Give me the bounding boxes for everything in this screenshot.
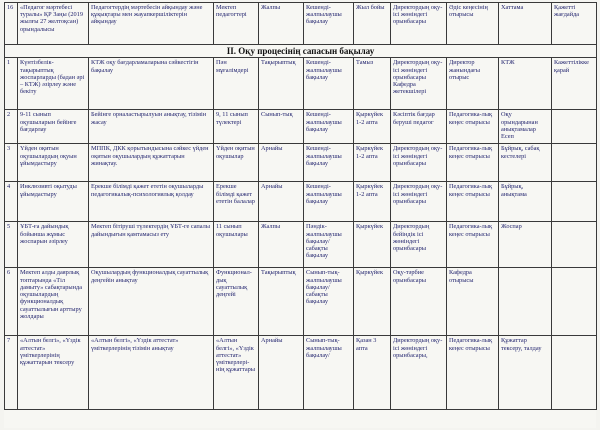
control-result: Жоспар [499,222,552,268]
control-method: Кешенді-жалпылаушы бақылау [304,58,354,110]
control-title: «Алтын белгі», «Үздік аттестат» үміткерлерінің құжаттарын тексеру [18,336,89,410]
control-goal: Бейінге орналастырылуын анықтау, тізімін жасау [89,110,214,144]
control-period: Қыркүйек [354,268,391,336]
control-responsible: Директордың оқу-ісі жөніндегі орынбасары [391,182,447,222]
control-responsible: Оқу-тәрбие орынбасары [391,268,447,336]
control-title: Күнтізбелік-тақырыптық жоспарларды (бадан әрі – КТЖ) әзірлеу және бекіту [18,58,89,110]
section-header-row [5,45,597,58]
control-object: Пән мұғалімдері [214,58,259,110]
control-title: ҰБТ-ға дайындық бойынша жұмыс жоспарын әзірлеу [18,222,89,268]
row-number: 1 [5,58,18,110]
control-result: Хаттама [499,3,552,45]
control-method: Кешенді-жалпылаушы бақылау [304,182,354,222]
control-method: Пәндік-жалпылаушы бақылау/ сабақты бақылау [304,222,354,268]
table-row [5,144,597,182]
control-type: Арнайы [259,336,304,410]
control-period: Қыркүйек 1-2 апта [354,110,391,144]
control-result: Оқу орындарынан анықтамалар Есеп [499,110,552,144]
row-number: 4 [5,182,18,222]
control-type: Сынып-тық [259,110,304,144]
row-number: 6 [5,268,18,336]
control-note [552,182,597,222]
control-review: Педагогика-лық кеңес отырысы [447,144,499,182]
control-review: Педагогика-лық кеңес отырысы [447,110,499,144]
control-review: Педагогика-лық кеңес отырысы [447,336,499,410]
control-responsible: Директордың оқу-ісі жөніндегі орынбасары Кафедра жетекшілері [391,58,447,110]
control-title: 9-11 сынып оқушыларын бейінге бағдарлау [18,110,89,144]
control-period: Қыркүйек 1-2 апта [354,144,391,182]
control-type: Жалпы [259,222,304,268]
control-goal: Мектеп бітіруші түлектердің ҰБТ-ге сапалы дайындығын қамтамасыз ету [89,222,214,268]
table-row [5,58,597,110]
control-method: Кешенді-жалпылаушы бақылау [304,3,354,45]
row-number: 2 [5,110,18,144]
control-period: Жыл бойы [354,3,391,45]
control-type: Тақырыптық [259,58,304,110]
control-result: Бұйрық, анықтама [499,182,552,222]
control-result: Бұйрық, сабақ кестелері [499,144,552,182]
control-period: Тамыз [354,58,391,110]
control-review: Әдіс кеңесінің отырысы [447,3,499,45]
control-result: Құжаттар тексеру, талдау [499,336,552,410]
control-object: 11 сынып оқушылары [214,222,259,268]
document-sheet [4,2,596,428]
control-responsible: Директордың оқу-ісі жөніндегі орынбасары [391,144,447,182]
control-note [552,144,597,182]
control-object: Функционал-дық сауаттылық деңгейі [214,268,259,336]
table-row [5,110,597,144]
table-row [5,336,597,410]
control-period: Қыркүйек 1-2 апта [354,182,391,222]
control-note [552,222,597,268]
control-title: Үйден оқитын оқушылардың оқуын ұйымдастыру [18,144,89,182]
control-method: Кешенді-жалпылаушы бақылау [304,144,354,182]
control-goal: МППК, ДКК қорытындысына сәйкес үйден оқитын оқушылардың құжаттарын жинақтау. [89,144,214,182]
control-type: Арнайы [259,144,304,182]
control-note [552,336,597,410]
control-review: Педагогика-лық кеңес отырысы [447,222,499,268]
control-goal: Ерекше білімді қажет ететін оқушыларды педагогикалық-психологиялық қолдау [89,182,214,222]
row-number: 5 [5,222,18,268]
control-method: Кешенді-жалпылаушы бақылау [304,110,354,144]
table-row [5,3,597,45]
control-review: Кафедра отырысы [447,268,499,336]
control-goal: Педагогтердің мәртебесін айқындау және құқықтары мен жауапкершіліктерін айқындау [89,3,214,45]
control-type: Жалпы [259,3,304,45]
row-number: 7 [5,336,18,410]
control-goal: «Алтын белгі», «Үздік аттестат» үміткерлерінің тізімін анықтау [89,336,214,410]
control-review: Педагогика-лық кеңес отырысы [447,182,499,222]
table-row [5,222,597,268]
control-note [552,268,597,336]
control-object: Мектеп педагогтері [214,3,259,45]
control-note: Кажеттілікке қарай [552,58,597,110]
control-responsible: Директордың бейіндік ісі жөніндегі орынбасары [391,222,447,268]
control-note [552,110,597,144]
control-plan-table [4,2,597,410]
control-object: Үйден оқитын оқушылар [214,144,259,182]
control-title: Инклюзивті оқытуды ұйымдастыру [18,182,89,222]
control-responsible: Кәсіптік бағдар беруші педагог [391,110,447,144]
control-method: Сынып-тық-жалпылаушы бақылау/ [304,336,354,410]
control-goal: КТЖ оқу бағдарламаларына сәйкестігін бақылау [89,58,214,110]
row-number: 16 [5,3,18,45]
control-responsible: Директордың оқу-ісі жөніндегі орынбасары, [391,336,447,410]
table-row [5,182,597,222]
control-object: 9, 11 сынып түлектері [214,110,259,144]
section-title: ІІ. Оқу процесінің сапасын бақылау [5,45,597,58]
control-review: Директор жанындағы отырыс [447,58,499,110]
control-title: «Педагог мәртебесі туралы» ҚР Заңы (2019 жылғы 27 желтоқсан) орындалысы [18,3,89,45]
control-object: Ерекше білімді қажет ететін балалар [214,182,259,222]
control-type: Тақырыптық [259,268,304,336]
control-note: Қажетті жағдайда [552,3,597,45]
control-responsible: Директордың оқу-ісі жөніндегі орынбасары [391,3,447,45]
control-result [499,268,552,336]
row-number: 3 [5,144,18,182]
control-method: Сынып-тық-жалпылаушы бақылау/сабақты бақылау [304,268,354,336]
control-period: Қазан 3 апта [354,336,391,410]
control-title: Мектеп алды даярлық топтарында «Тіл дамыту» сабақтарында оқушылардың функционалдық сауаттылығын арттыру жолдары [18,268,89,336]
control-period: Қыркүйек [354,222,391,268]
control-result: КТЖ [499,58,552,110]
control-goal: Оқушылардың функционалдық сауаттылық деңгейін анықтау [89,268,214,336]
control-object: «Алтын белгі», «Үздік аттестат» үміткерлері-нің құжаттары [214,336,259,410]
control-type: Арнайы [259,182,304,222]
table-row [5,268,597,336]
